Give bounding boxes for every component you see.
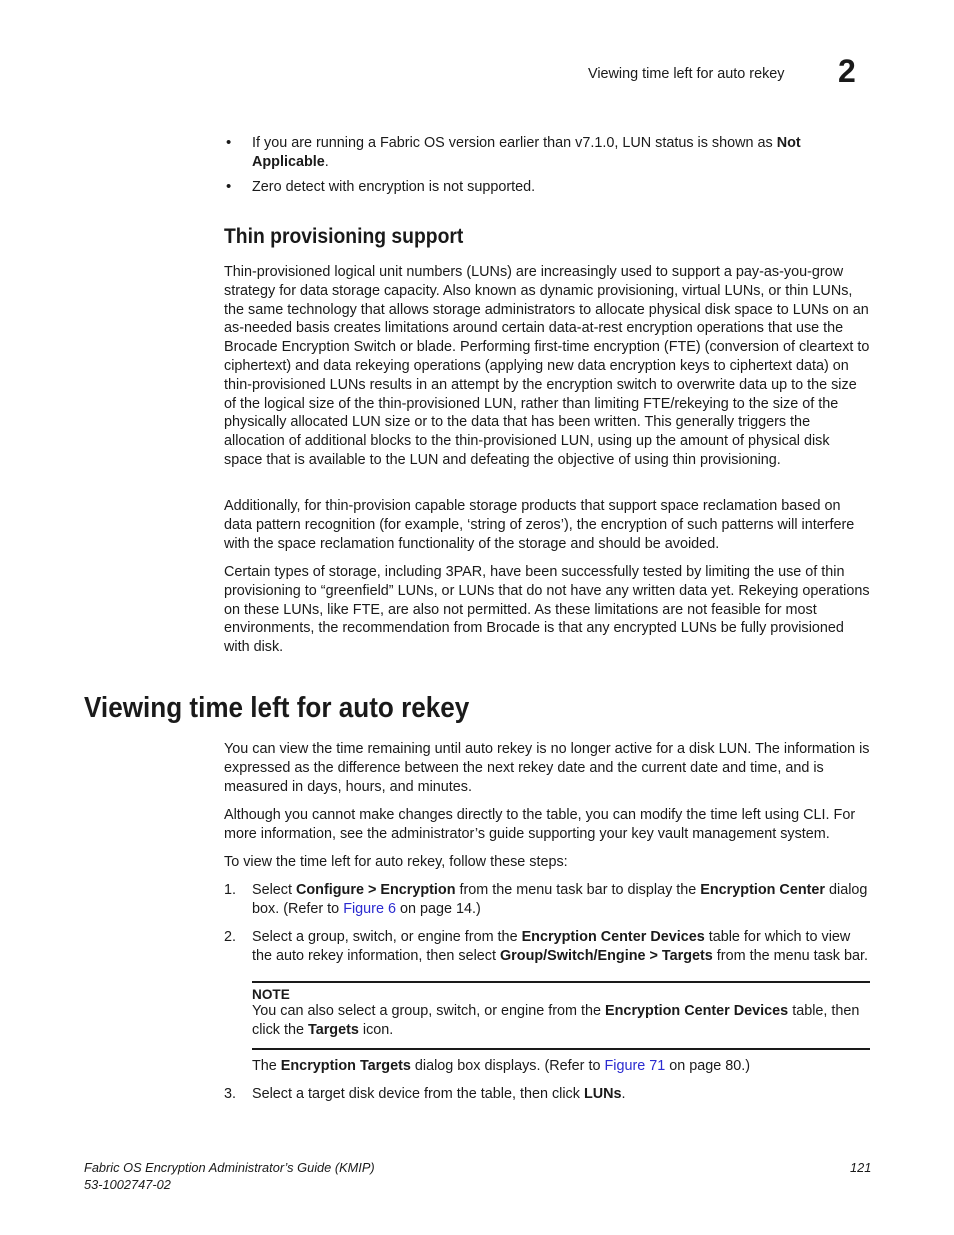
ui-term: Targets xyxy=(307,1021,359,1038)
step-item xyxy=(224,881,870,919)
ui-term: Encryption Center Devices xyxy=(521,929,705,945)
bullet-bold-term: Not Applicable xyxy=(252,135,801,170)
bullet-text: If you are running a Fabric OS version earlier than v7.1.0, LUN status is shown as xyxy=(252,135,777,151)
running-head: Viewing time left for auto rekey xyxy=(588,66,785,82)
footer-page-number: 121 xyxy=(850,1160,872,1175)
paragraph: Thin-provisioned logical unit numbers (LUNs) are increasingly used to support a pay-as-you-grow strategy for data storage capacity. Also known as dynamic provisioning, virtual LUNs, or thin LUNs, the same technology that allows storage administrators to allocate physical disk space to LUNs on an as-needed basis creates limitations around certain data-at-rest encryption operations that use the Brocade Encryption Switch or blade. Performing first-time encryption (FTE) (conversion of cleartext to ciphertext) and data rekeying operations (applying new data encryption keys to ciphertext data) on thin-provisioned LUNs results in an attempt by the encryption switch to overwrite data up to the size of the logical size of the thin-provisioned LUN, rather than limiting FTE/rekeying to the size of the physically allocated LUN size or to the data that has been written. This generally triggers the allocation of additional blocks to the thin-provisioned LUN, using up the amount of physical disk space that is available to the LUN and defeating the objective of using thin provisioning. xyxy=(224,264,870,468)
result-text: The Encryption Targets dialog box displays. (Refer to Figure 71 on page 80.) xyxy=(252,1058,751,1074)
paragraph: Although you cannot make changes directly to the table, you can modify the time left using CLI. For more information, see the administrator’s guide supporting your key vault management system. xyxy=(224,807,856,842)
step-item xyxy=(224,928,870,966)
list-item xyxy=(224,134,870,172)
step-text: Select a target disk device from the table, then click LUNs. xyxy=(252,1086,626,1102)
ui-term: Group/Switch/Engine > Targets xyxy=(499,947,713,964)
footer-doc-number: 53-1002747-02 xyxy=(84,1177,171,1192)
paragraph: You can view the time remaining until auto rekey is no longer active for a disk LUN. The information is expressed as the difference between the next rekey date and the current date and time, and is measured in days, hours, and minutes. xyxy=(224,741,870,795)
note-label: NOTE xyxy=(252,987,290,1002)
section-heading: Viewing time left for auto rekey xyxy=(84,692,470,724)
paragraph: To view the time left for auto rekey, follow these steps: xyxy=(224,854,568,870)
step-text: Select Configure > Encryption from the menu task bar to display the Encryption Center dialog box. (Refer to Figure 6 on page 14.) xyxy=(252,882,868,917)
list-item xyxy=(224,178,870,197)
ui-term: Encryption Targets xyxy=(280,1058,411,1074)
note-text: You can also select a group, switch, or engine from the Encryption Center Devices table, then click the Targets icon. xyxy=(252,1003,860,1038)
subsection-heading: Thin provisioning support xyxy=(224,225,464,248)
ui-term: Encryption Center xyxy=(700,882,826,898)
ui-term: LUNs xyxy=(583,1086,622,1102)
step-item xyxy=(224,1085,870,1104)
note-box xyxy=(252,981,870,1050)
footer-doc-title: Fabric OS Encryption Administrator’s Guide (KMIP) xyxy=(84,1160,375,1175)
paragraph: Additionally, for thin-provision capable storage products that support space reclamation based on data pattern recognition (for example, ‘string of zeros’), the encryption of such patterns will interfere with the space reclamation functionality of the storage and should be avoided. xyxy=(224,498,855,552)
bullet-text-end: . xyxy=(324,153,329,170)
step-number: 2. xyxy=(224,929,237,945)
paragraph: Certain types of storage, including 3PAR, have been successfully tested by limiting the use of thin provisioning to “greenfield” LUNs, or LUNs that do not have any written data yet. Rekeying operations on these LUNs, like FTE, are also not permitted. As these limitations are not feasible for most environments, the recommendation from Brocade is that any encrypted LUNs be fully provisioned with disk. xyxy=(224,564,870,656)
ui-term: Configure > Encryption xyxy=(296,882,456,898)
ui-term: Encryption Center Devices xyxy=(605,1003,789,1019)
figure-link[interactable]: Figure 71 xyxy=(604,1058,666,1074)
bullet-text: Zero detect with encryption is not supported. xyxy=(252,178,536,195)
figure-link[interactable]: Figure 6 xyxy=(343,900,396,917)
step-text: Select a group, switch, or engine from the Encryption Center Devices table for which to view the auto rekey information, then select Group/Switch/Engine > Targets from the menu task bar. xyxy=(252,929,868,964)
step-number: 3. xyxy=(224,1086,237,1102)
bullet-list xyxy=(224,134,870,202)
step-number: 1. xyxy=(224,882,237,898)
chapter-number: 2 xyxy=(838,53,856,89)
